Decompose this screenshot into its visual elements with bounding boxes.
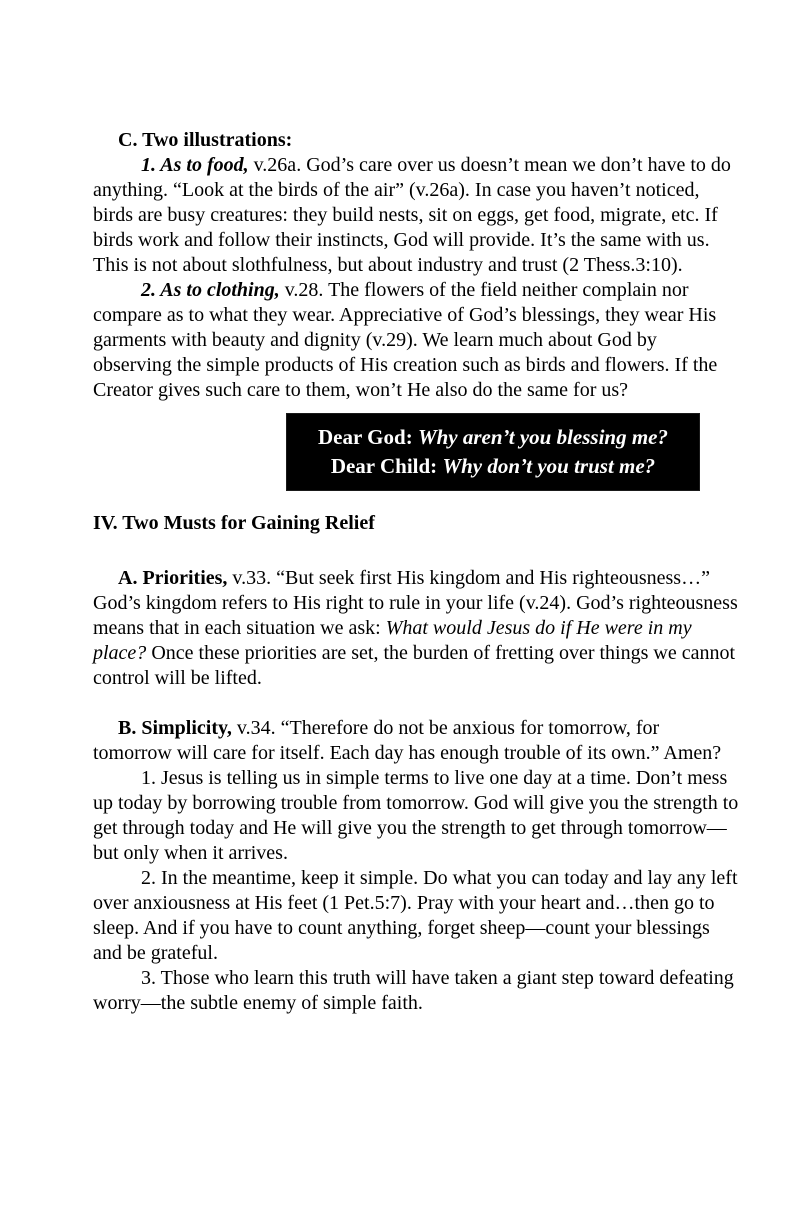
text-run: v.33. “But seek first His kingdom and His righteousness…” God’s kingdom refers to His right to rule in your life (v.24). God’s righteousness means that in each situation we ask: — [93, 567, 738, 639]
text-run: v.34. “Therefore do not be anxious for tomorrow, for tomorrow will care for itself. Each day has enough trouble of its own.” Amen? — [93, 717, 722, 764]
text-run: 1. As to food, — [141, 154, 249, 176]
callout-line — [291, 423, 695, 452]
text-run: Once these priorities are set, the burden of fretting over things we cannot control will be lifted. — [93, 642, 736, 689]
paragraph — [93, 153, 740, 278]
text-run: 2. In the meantime, keep it simple. Do what you can today and lay any left over anxiousness at His feet (1 Pet.5:7). Pray with your heart and…then go to sleep. And if you have to count anything, forget sheep—count your blessings and be grateful. — [93, 867, 738, 964]
text-run: A. Priorities, — [118, 567, 228, 589]
text-run: v.26a. God’s care over us doesn’t mean we don’t have to do anything. “Look at the birds of the air” (v.26a). In case you haven’t noticed, birds are busy creatures: they build nests, sit on eggs, get food, migrate, etc. If birds work and follow their instincts, God will provide. It’s the same with us. This is not about slothfulness, but about industry and trust (2 Thess.3:10). — [93, 154, 731, 276]
callout-line — [291, 452, 695, 481]
text-run: v.28. The flowers of the field neither complain nor compare as to what they wear. Appreciative of God’s blessings, they wear His garments with beauty and dignity (v.29). We learn much about God by observing the simple products of His creation such as birds and flowers. If the Creator gives such care to them, won’t He also do the same for us? — [93, 279, 718, 401]
paragraph — [93, 278, 740, 403]
text-run: 1. Jesus is telling us in simple terms to live one day at a time. Don’t mess up today by borrowing trouble from tomorrow. God will give you the strength to get through today and He will give you the strength to get through tomorrow—but only when it arrives. — [93, 767, 739, 864]
text-run: Dear God: — [318, 425, 418, 449]
text-run: Dear Child: — [330, 454, 443, 478]
paragraph — [93, 566, 740, 691]
paragraph — [93, 966, 740, 1016]
text-run: 3. Those who learn this truth will have taken a giant step toward defeating worry—the subtle enemy of simple faith. — [93, 967, 734, 1014]
text-run: What would Jesus do if He were in my place? — [93, 617, 692, 664]
paragraph — [93, 866, 740, 966]
text-run: IV. Two Musts for Gaining Relief — [93, 512, 375, 534]
text-run: B. Simplicity, — [118, 717, 232, 739]
text-run: C. Two illustrations: — [118, 129, 293, 151]
callout-box — [286, 413, 700, 491]
text-run: Why aren’t you blessing me? — [417, 425, 668, 449]
paragraph — [93, 766, 740, 866]
text-run: Why don’t you trust me? — [442, 454, 656, 478]
section-heading — [93, 511, 740, 536]
paragraph — [93, 716, 740, 766]
section-heading — [93, 128, 740, 153]
text-run: 2. As to clothing, — [141, 279, 280, 301]
document-content — [93, 128, 740, 1016]
